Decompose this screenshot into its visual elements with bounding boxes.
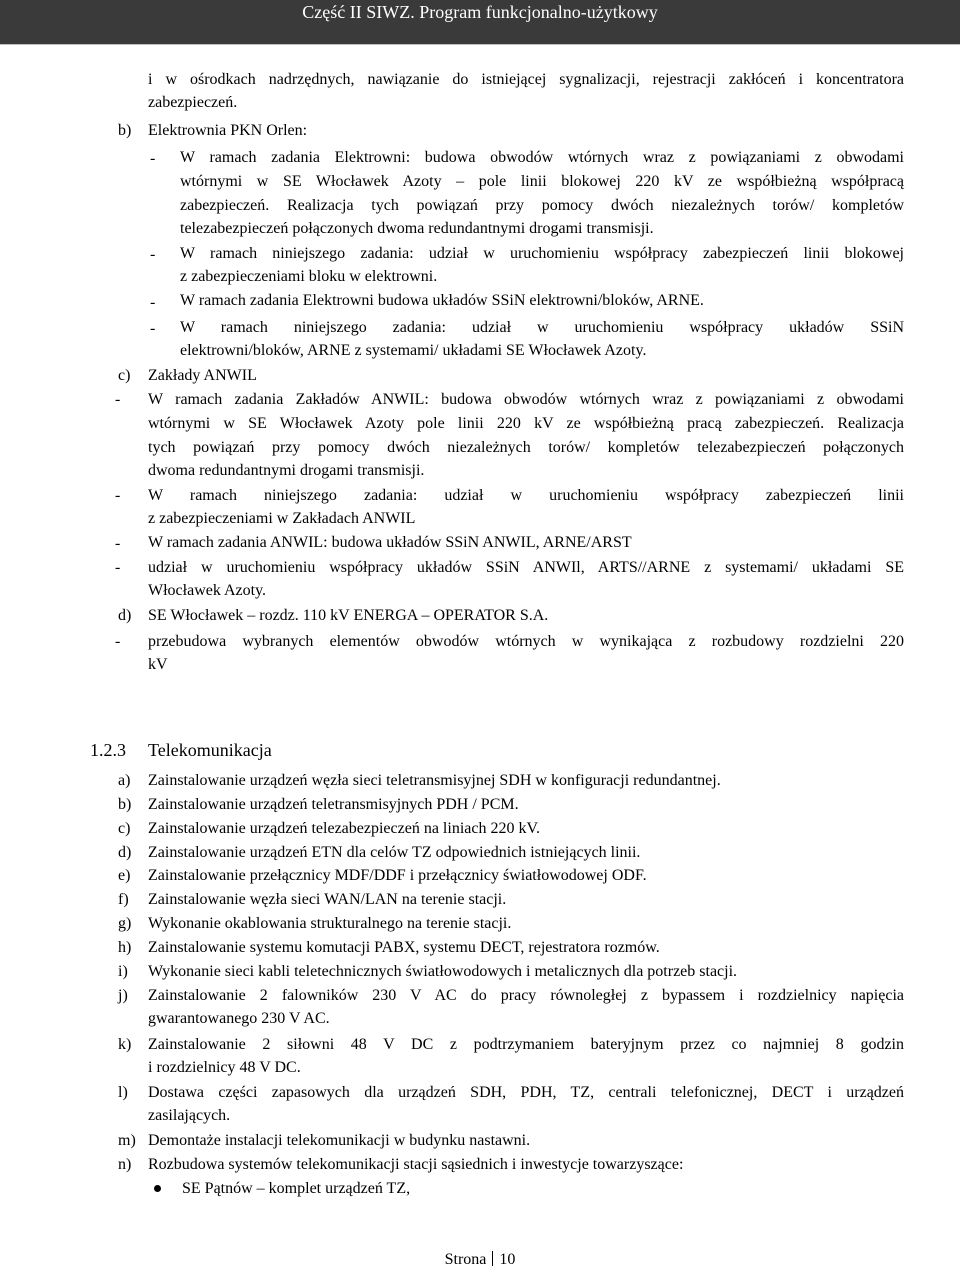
list-item-line: udział w uruchomieniu współpracy układów SSiN ANWIl, ARTS//ARNE z systemami/ układami SE [148,559,904,576]
section-d-label: d) [118,607,132,624]
list-item-line: telezabezpieczeń połączonych dwoma redundantnymi drogami transmisji. [180,220,654,237]
list-item-label: j) [118,987,128,1004]
list-item-label: b) [118,796,132,813]
list-item-line: W ramach zadania Elektrowni: budowa obwodów wtórnych wraz z powiązaniami z obwodami [180,149,904,166]
list-item-line: wtórnymi w SE Włocławek Azoty pole linii 220 kV ze współbieżną pracą zabezpieczeń. Realizacja [148,415,904,432]
list-item-text: Zainstalowanie 2 falowników 230 V AC do pracy równoległej z bypassem i rozdzielnicy napięcia [148,987,904,1004]
list-item-label: c) [118,820,131,837]
list-item-line: tych powiązań przy pomocy dwóch niezależnych torów/ kompletów telezabezpieczeń połączonych [148,439,904,456]
list-item-line: przebudowa wybranych elementów obwodów wtórnych w wynikająca z rozbudowy rozdzielni 220 [148,633,904,650]
page-label: Strona [444,1251,487,1268]
list-item-line: kV [148,656,168,673]
list-item-label: d) [118,844,132,861]
list-item-line: z zabezpieczeniami w Zakładach ANWIL [148,510,416,527]
list-item-line: z zabezpieczeniami bloku w elektrowni. [180,268,438,285]
list-item-text: i rozdzielnicy 48 V DC. [148,1059,301,1076]
list-item-line: W ramach niniejszego zadania: udział w uruchomieniu współpracy zabezpieczeń linii blokowej [180,245,904,262]
list-item-line: dwoma redundantnymi drogami transmisji. [148,462,425,479]
section-b-title: Elektrownia PKN Orlen: [148,122,308,139]
list-dash: - [115,633,121,650]
list-item-text: zasilających. [148,1107,231,1124]
list-item-label: k) [118,1036,132,1053]
section-c-title: Zakłady ANWIL [148,367,257,384]
list-dash: - [115,391,121,408]
list-item-text: Zainstalowanie urządzeń ETN dla celów TZ odpowiednich istniejących linii. [148,844,641,861]
section-c-label: c) [118,367,131,384]
list-item-label: i) [118,963,128,980]
list-item-label: m) [118,1132,136,1149]
section-b-label: b) [118,122,132,139]
bullet-item-text: SE Pątnów – komplet urządzeń TZ, [182,1180,411,1197]
list-item-label: a) [118,772,131,789]
page-footer [0,1250,960,1270]
list-item-line: elektrowni/bloków, ARNE z systemami/ układami SE Włocławek Azoty. [180,342,647,359]
list-item-line: W ramach niniejszego zadania: udział w uruchomieniu współpracy zabezpieczeń linii [148,487,904,504]
header-divider [0,44,960,45]
list-item-text: Zainstalowanie węzła sieci WAN/LAN na terenie stacji. [148,891,507,908]
list-item-text: Zainstalowanie 2 siłowni 48 V DC z podtrzymaniem bateryjnym przez co najmniej 8 godzin [148,1036,904,1053]
list-item-text: Zainstalowanie systemu komutacji PABX, systemu DECT, rejestratora rozmów. [148,939,660,956]
list-item-text: gwarantowanego 230 V AC. [148,1010,330,1027]
bullet-icon [154,1185,161,1192]
page-number: 10 [499,1251,516,1268]
section-d-title: SE Włocławek – rozdz. 110 kV ENERGA – OPERATOR S.A. [148,607,549,624]
list-item-line: zabezpieczeń. Realizacja tych powiązań przy pomocy dwóch niezależnych torów/ kompletów [180,197,904,214]
list-dash: - [150,150,156,167]
intro-line: i w ośrodkach nadrzędnych, nawiązanie do istniejącej sygnalizacji, rejestracji zakłóceń i koncentratora [148,71,904,88]
list-item-text: Wykonanie okablowania strukturalnego na terenie stacji. [148,915,512,932]
list-item-line: W ramach zadania Zakładów ANWIL: budowa obwodów wtórnych wraz z powiązaniami z obwodami [148,391,904,408]
list-item-label: f) [118,891,129,908]
list-item-label: l) [118,1084,128,1101]
document-header [0,0,960,44]
list-item-line: W ramach zadania ANWIL: budowa układów SSiN ANWIL, ARNE/ARST [148,534,632,551]
section-heading: Telekomunikacja [148,740,272,760]
list-dash: - [150,294,156,311]
list-item-text: Demontaże instalacji telekomunikacji w budynku nastawni. [148,1132,531,1149]
section-number: 1.2.3 [90,740,126,760]
list-item-text: Zainstalowanie urządzeń teletransmisyjnych PDH / PCM. [148,796,519,813]
list-dash: - [150,246,156,263]
footer-separator [492,1251,493,1266]
list-item-label: e) [118,867,131,884]
list-item-line: Włocławek Azoty. [148,582,267,599]
list-item-text: Wykonanie sieci kabli teletechnicznych światłowodowych i metalicznych dla potrzeb stacji. [148,963,738,980]
list-item-label: n) [118,1156,132,1173]
list-item-label: g) [118,915,132,932]
intro-line: zabezpieczeń. [148,94,238,111]
list-dash: - [150,320,156,337]
list-dash: - [115,487,121,504]
list-item-text: Zainstalowanie urządzeń telezabezpieczeń na liniach 220 kV. [148,820,540,837]
list-item-text: Rozbudowa systemów telekomunikacji stacji sąsiednich i inwestycje towarzyszące: [148,1156,684,1173]
list-item-text: Zainstalowanie przełącznicy MDF/DDF i przełącznicy światłowodowej ODF. [148,867,647,884]
list-dash: - [115,559,121,576]
list-item-line: W ramach niniejszego zadania: udział w uruchomieniu współpracy układów SSiN [180,319,904,336]
list-item-line: wtórnymi w SE Włocławek Azoty – pole linii blokowej 220 kV ze współbieżną współpracą [180,173,904,190]
list-item-line: W ramach zadania Elektrowni budowa układów SSiN elektrowni/bloków, ARNE. [180,292,704,309]
list-item-text: Zainstalowanie urządzeń węzła sieci teletransmisyjnej SDH w konfiguracji redundantnej. [148,772,721,789]
list-dash: - [115,535,121,552]
document-header-title: Część II SIWZ. Program funkcjonalno-użytkowy [302,2,658,22]
list-item-text: Dostawa części zapasowych dla urządzeń SDH, PDH, TZ, centrali telefonicznej, DECT i urządzeń [148,1084,904,1101]
list-item-label: h) [118,939,132,956]
